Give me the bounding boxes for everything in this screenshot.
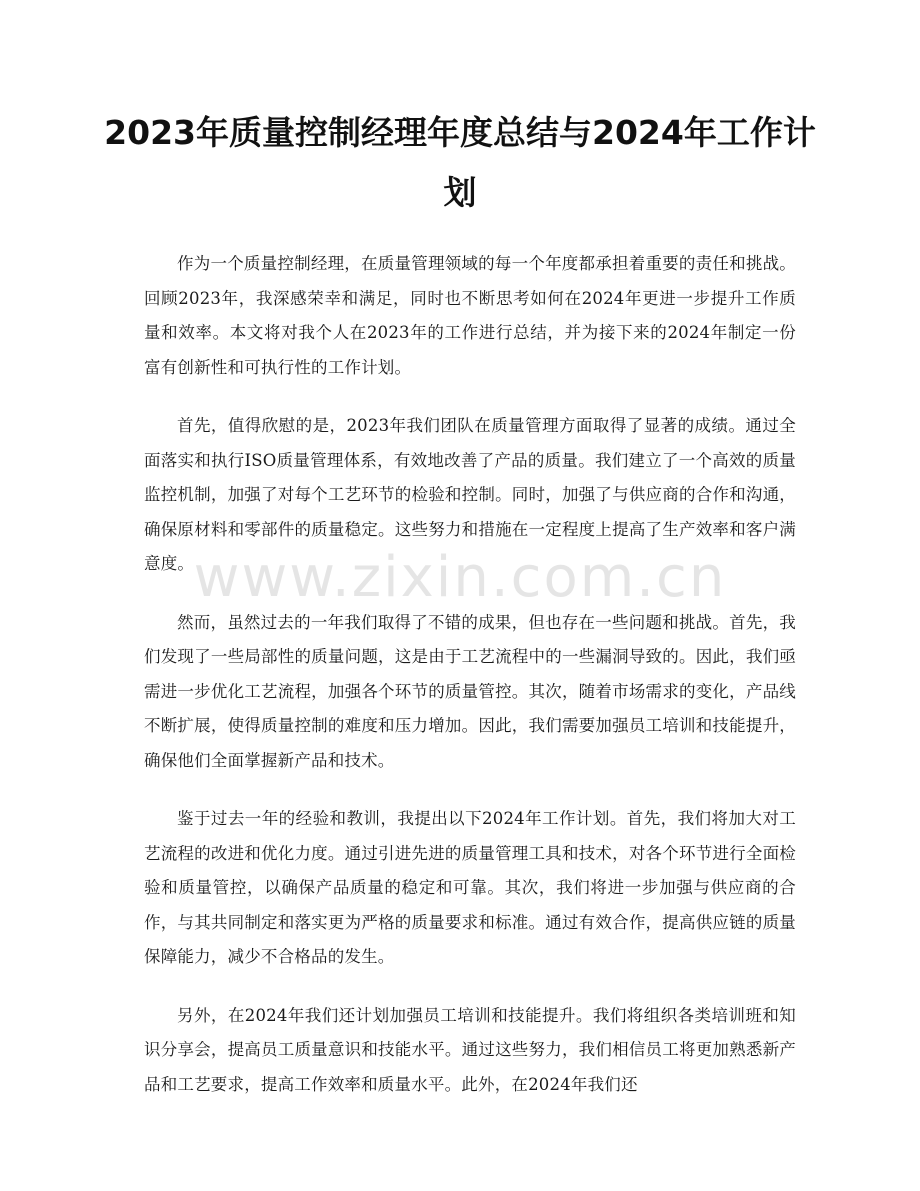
document-body bbox=[144, 247, 796, 1126]
paragraph-intro: 作为一个质量控制经理，在质量管理领域的每一个年度都承担着重要的责任和挑战。回顾2023年，我深感荣幸和满足，同时也不断思考如何在2024年更进一步提升工作质量和效率。本文将对我个人在2023年的工作进行总结，并为接下来的2024年制定一份富有创新性和可执行性的工作计划。 bbox=[144, 254, 796, 377]
paragraph-problems: 然而，虽然过去的一年我们取得了不错的成果，但也存在一些问题和挑战。首先，我们发现了一些局部性的质量问题，这是由于工艺流程中的一些漏洞导致的。因此，我们亟需进一步优化工艺流程，加强各个环节的质量管控。其次，随着市场需求的变化，产品线不断扩展，使得质量控制的难度和压力增加。因此，我们需要加强员工培训和技能提升，确保他们全面掌握新产品和技术。 bbox=[144, 612, 796, 770]
watermark: www.zixin.com.cn bbox=[193, 545, 727, 610]
paragraph-achievements: 首先，值得欣慰的是，2023年我们团队在质量管理方面取得了显著的成绩。通过全面落实和执行ISO质量管理体系，有效地改善了产品的质量。我们建立了一个高效的质量监控机制，加强了对每个工艺环节的检验和控制。同时，加强了与供应商的合作和沟通，确保原材料和零部件的质量稳定。这些努力和措施在一定程度上提高了生产效率和客户满意度。 bbox=[144, 416, 796, 573]
paragraph-training: 另外，在2024年我们还计划加强员工培训和技能提升。我们将组织各类培训班和知识分享会，提高员工质量意识和技能水平。通过这些努力，我们相信员工将更加熟悉新产品和工艺要求，提高工作效率和质量水平。此外，在2024年我们还 bbox=[144, 1005, 796, 1094]
paragraph-plan: 鉴于过去一年的经验和教训，我提出以下2024年工作计划。首先，我们将加大对工艺流程的改进和优化力度。通过引进先进的质量管理工具和技术，对各个环节进行全面检验和质量管控，以确保产品质量的稳定和可靠。其次，我们将进一步加强与供应商的合作，与其共同制定和落实更为严格的质量要求和标准。通过有效合作，提高供应链的质量保障能力，减少不合格品的发生。 bbox=[144, 809, 796, 966]
document-title: 2023年质量控制经理年度总结与2024年工作计划 bbox=[104, 113, 816, 212]
